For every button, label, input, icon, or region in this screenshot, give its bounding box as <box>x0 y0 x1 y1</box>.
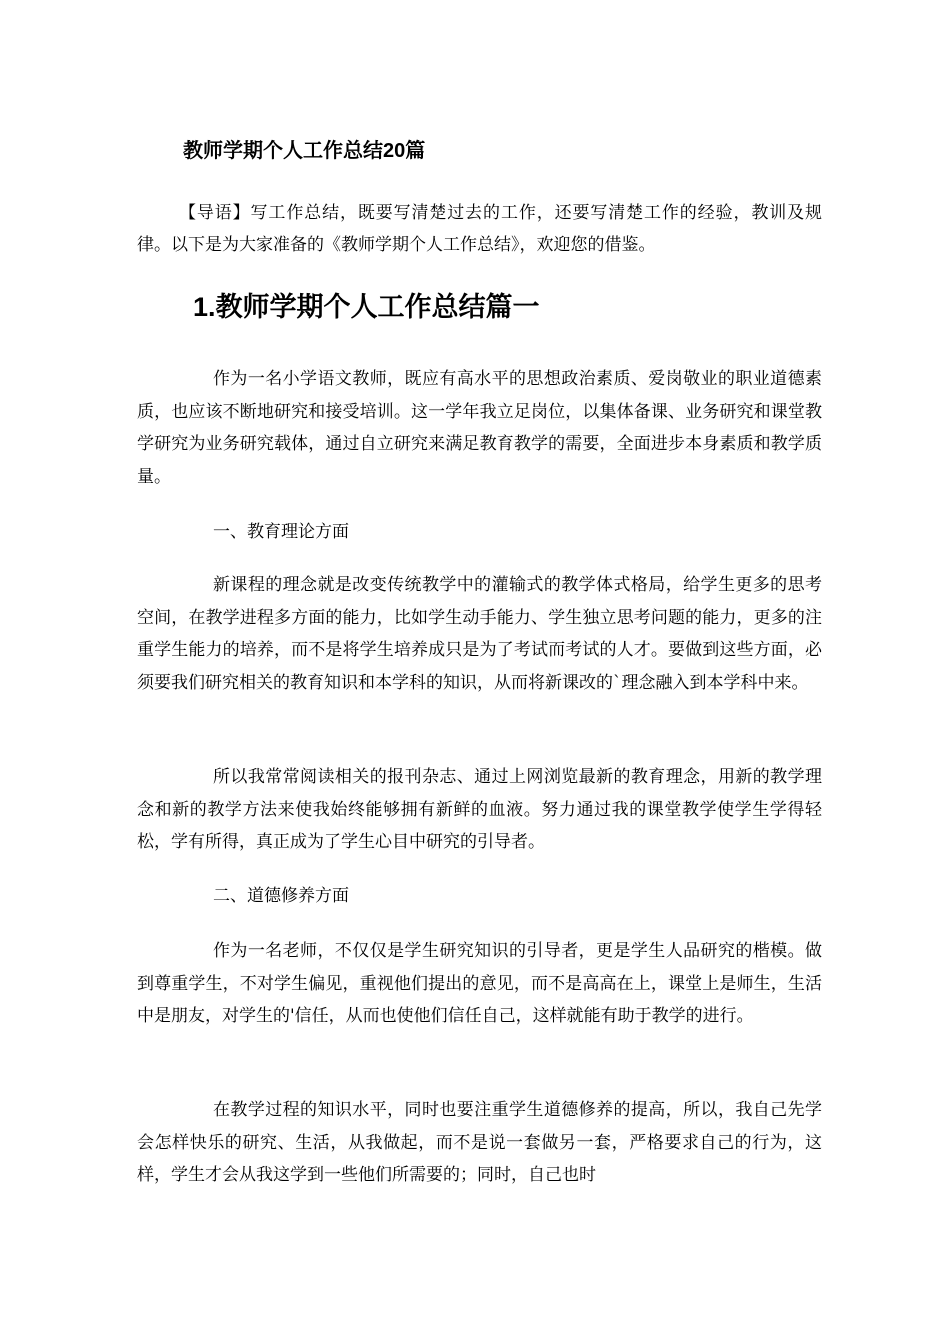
intro-paragraph: 【导语】写工作总结，既要写清楚过去的工作，还要写清楚工作的经验，教训及规律。以下是为大家准备的《教师学期个人工作总结》，欢迎您的借鉴。 <box>137 203 822 255</box>
subheading-education-theory: 一、教育理论方面 <box>213 522 349 542</box>
body-paragraph-3: 所以我常常阅读相关的报刊杂志、通过上网浏览最新的教育理念，用新的教学理念和新的教学方法来使我始终能够拥有新鲜的血液。努力通过我的课堂教学使学生学得轻松，学有所得，真正成为了学生心目中研究的引导者。 <box>137 767 822 852</box>
body-paragraph-1: 作为一名小学语文教师，既应有高水平的思想政治素质、爱岗敬业的职业道德素质，也应该不断地研究和接受培训。这一学年我立足岗位，以集体备课、业务研究和课堂教学研究为业务研究载体，通过自立研究来满足教育教学的需要，全面进步本身素质和教学质量。 <box>137 369 822 487</box>
document-title: 教师学期个人工作总结20篇 <box>183 140 426 162</box>
body-paragraph-2: 新课程的理念就是改变传统教学中的灌输式的教学体式格局，给学生更多的思考空间，在教学进程多方面的能力，比如学生动手能力、学生独立思考问题的能力，更多的注重学生能力的培养，而不是将学生培养成只是为了考试而考试的人才。要做到这些方面，必须要我们研究相关的教育知识和本学科的知识，从而将新课改的`理念融入到本学科中来。 <box>137 575 822 693</box>
body-paragraph-5: 在教学过程的知识水平，同时也要注重学生道德修养的提高，所以，我自己先学会怎样快乐的研究、生活，从我做起，而不是说一套做另一套，严格要求自己的行为，这样，学生才会从我这学到一些他们所需要的；同时，自己也时 <box>137 1100 822 1185</box>
section-heading: 1.教师学期个人工作总结篇一 <box>193 292 540 322</box>
body-paragraph-4: 作为一名老师，不仅仅是学生研究知识的引导者，更是学生人品研究的楷模。做到尊重学生，不对学生偏见，重视他们提出的意见，而不是高高在上，课堂上是师生，生活中是朋友，对学生的'信任，从而也使他们信任自己，这样就能有助于教学的进行。 <box>137 941 822 1026</box>
subheading-moral-cultivation: 二、道德修养方面 <box>213 886 349 906</box>
